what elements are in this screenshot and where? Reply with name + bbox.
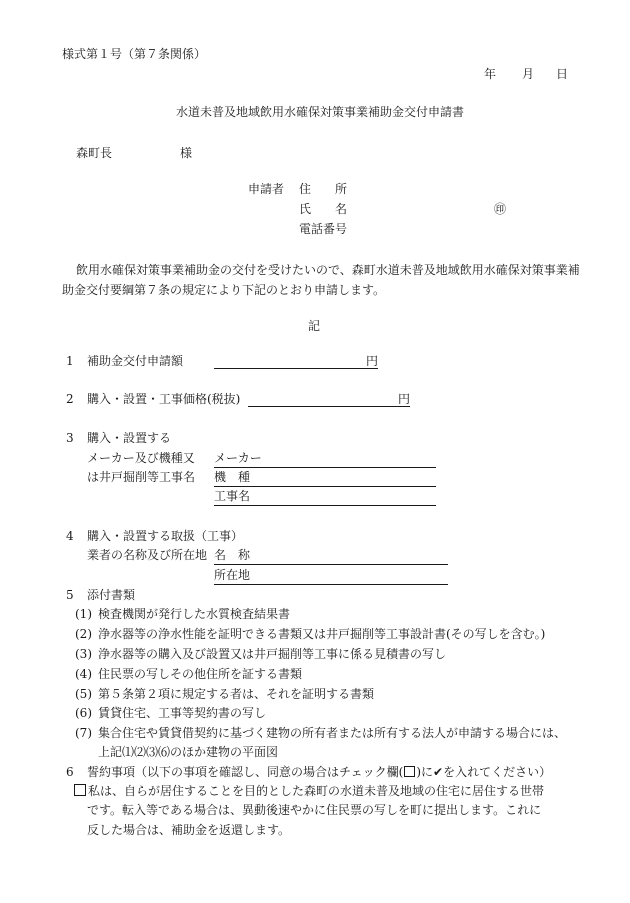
item-1-number: 1 [66, 354, 74, 368]
item-6-number: 6 [66, 765, 74, 779]
item-6-label [87, 764, 551, 780]
date-month-label: 月 [522, 67, 535, 81]
item-2-amount-line [248, 406, 410, 407]
date-day-label: 日 [556, 67, 569, 81]
applicant-name-label: 氏 名 [299, 202, 348, 216]
item-3-sub-1: メーカー及び機種又 [87, 451, 195, 465]
item-4-sub: 業者の名称及び所在地 [87, 548, 208, 562]
addressee-name: 森町長 [76, 146, 113, 160]
item-4-label: 購入・設置する取扱（工事） [87, 529, 244, 543]
doc-number: (6) [75, 706, 92, 720]
doc-number: (4) [75, 667, 92, 681]
item-6-label-end: )に✔を入れてください） [416, 765, 552, 779]
item-3-sub-2: は井戸掘削等工事名 [87, 470, 196, 484]
intro-line-1: 飲用水確保対策事業補助金の交付を受けたいので、森町水道未普及地域飲用水確保対策事業補 [76, 263, 580, 277]
intro-line-2: 助金交付要綱第７条の規定により下記のとおり申請します。 [62, 283, 386, 297]
item-1-unit: 円 [366, 354, 379, 368]
doc-number: (5) [75, 687, 92, 701]
maker-field: メーカー [214, 450, 436, 468]
item-5-number: 5 [66, 588, 74, 602]
item-4-number: 4 [66, 529, 74, 543]
item-2-unit: 円 [398, 392, 411, 406]
pledge-line-3: 反した場合は、補助金を返還します。 [87, 823, 291, 837]
doc-text: 浄水器等の購入及び設置又は井戸掘削等工事に係る見積書の写し [98, 647, 447, 661]
model-field: 機 種 [214, 469, 436, 487]
doc-text: 住民票の写しその他住所を証する書類 [98, 667, 303, 681]
applicant-address-label: 住 所 [299, 182, 348, 196]
doc-number: (7) [75, 726, 92, 740]
document-title: 水道未普及地域飲用水確保対策事業補助金交付申請書 [176, 105, 465, 119]
vendor-name-field: 名 称 [214, 547, 448, 565]
item-1-amount-line [214, 368, 378, 369]
addressee-honorific: 様 [180, 146, 193, 160]
item-2-number: 2 [66, 392, 74, 406]
item-1-label: 補助金交付申請額 [87, 354, 184, 368]
applicant-label: 申請者 [248, 182, 285, 196]
doc-number: (1) [75, 607, 92, 621]
work-name-field: 工事名 [214, 488, 436, 506]
pledge-text-1: 私は、自らが居住することを目的とした森町の水道未普及地域の住宅に居住する世帯 [88, 784, 545, 798]
doc-number: (3) [75, 647, 92, 661]
date-year-label: 年 [484, 67, 497, 81]
pledge-line-2: です。転入等である場合は、異動後速やかに住民票の写しを町に提出します。これに [87, 803, 542, 817]
item-6-label-start: 誓約事項（以下の事項を確認し、同意の場合はチェック欄( [87, 765, 404, 779]
ki-heading: 記 [308, 319, 321, 333]
item-3-label: 購入・設置する [87, 431, 172, 445]
checkbox-example-icon [404, 766, 415, 777]
doc-text: 賃貸住宅、工事等契約書の写し [98, 706, 267, 720]
doc-text: 検査機関が発行した水質検査結果書 [98, 607, 291, 621]
doc-text: 浄水器等の浄水性能を証明できる書類又は井戸掘削等工事設計書(その写しを含む。) [98, 627, 546, 641]
pledge-checkbox[interactable] [74, 784, 86, 796]
applicant-phone-label: 電話番号 [299, 222, 348, 236]
vendor-location-field: 所在地 [214, 567, 448, 585]
pledge-line-1 [74, 783, 544, 799]
doc-text: 第５条第２項に規定する者は、それを証明する書類 [98, 687, 375, 701]
seal-mark: ㊞ [494, 202, 507, 216]
item-3-number: 3 [66, 431, 74, 445]
doc-text: 集合住宅や賃貸借契約に基づく建物の所有者または所有する法人が申請する場合には、 [98, 726, 567, 740]
item-2-label: 購入・設置・工事価格(税抜) [87, 392, 241, 406]
form-number: 様式第１号（第７条関係） [62, 47, 207, 61]
doc-number: (2) [75, 627, 92, 641]
doc-7-continuation: 上記⑴⑵⑶⑹のほか建物の平面図 [98, 745, 279, 759]
item-5-label: 添付書類 [87, 588, 136, 602]
